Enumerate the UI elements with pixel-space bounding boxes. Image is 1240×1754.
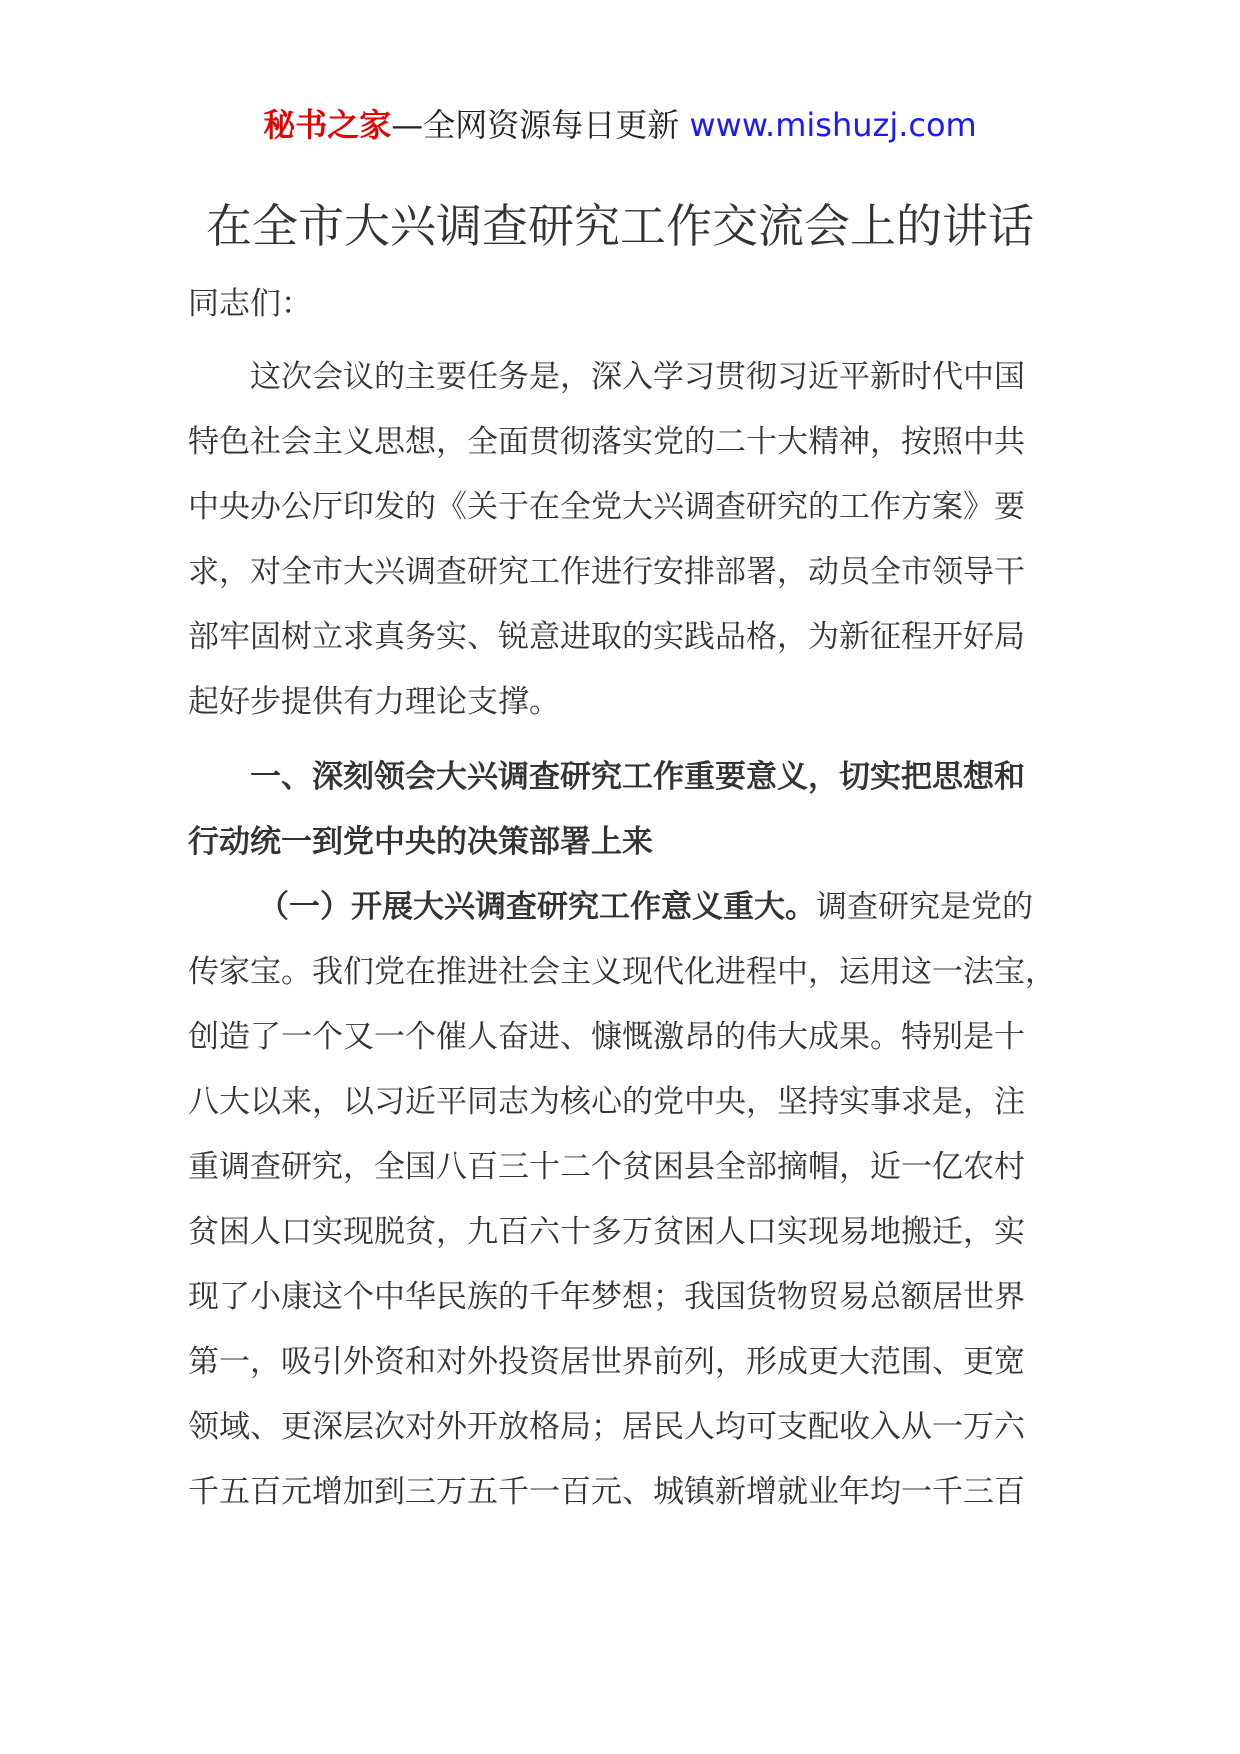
intro-paragraph — [188, 345, 1068, 735]
heading-line: 一、深刻领会大兴调查研究工作重要意义，切实把思想和 — [250, 759, 1025, 795]
site-header — [0, 103, 1240, 147]
document-title: 在全市大兴调查研究工作交流会上的讲话 — [206, 199, 1034, 253]
paragraph-line: 千五百元增加到三万五千一百元、城镇新增就业年均一千三百 — [188, 1474, 1025, 1510]
paragraph-line: 这次会议的主要任务是，深入学习贯彻习近平新时代中国 — [250, 359, 1025, 395]
paragraph-line: 特色社会主义思想，全面贯彻落实党的二十大精神，按照中共 — [188, 424, 1025, 460]
document-body — [188, 275, 1068, 1525]
paragraph-line: 部牢固树立求真务实、锐意进取的实践品格，为新征程开好局 — [188, 619, 1025, 655]
paragraph-line: 第一，吸引外资和对外投资居世界前列，形成更大范围、更宽 — [188, 1344, 1025, 1380]
paragraph-line: 中央办公厅印发的《关于在全党大兴调查研究的工作方案》要 — [188, 489, 1025, 525]
greeting: 同志们： — [188, 286, 312, 322]
section-heading-1 — [188, 745, 1068, 875]
paragraph-line: 贫困人口实现脱贫，九百六十多万贫困人口实现易地搬迁，实 — [188, 1214, 1025, 1250]
paragraph-line: 传家宝。我们党在推进社会主义现代化进程中，运用这一法宝， — [188, 954, 1056, 990]
paragraph-line: 起好步提供有力理论支撑。 — [188, 684, 560, 720]
subsection-paragraph-1 — [188, 875, 1068, 1525]
paragraph-line: 重调查研究，全国八百三十二个贫困县全部摘帽，近一亿农村 — [188, 1149, 1025, 1185]
paragraph-line: 求，对全市大兴调查研究工作进行安排部署，动员全市领导干 — [188, 554, 1025, 590]
site-url-link[interactable]: www.mishuzj.com — [689, 106, 977, 144]
paragraph-line: 创造了一个又一个催人奋进、慷慨激昂的伟大成果。特别是十 — [188, 1019, 1025, 1055]
subsection-heading: （一）开展大兴调查研究工作意义重大。 — [258, 889, 816, 925]
paragraph-line — [188, 875, 1068, 940]
paragraph-line: 八大以来，以习近平同志为核心的党中央，坚持实事求是，注 — [188, 1084, 1025, 1120]
paragraph-spacer — [188, 735, 1068, 745]
paragraph-text: 调查研究是党的 — [816, 889, 1033, 925]
heading-line: 行动统一到党中央的决策部署上来 — [188, 824, 653, 860]
paragraph-line: 领域、更深层次对外开放格局；居民人均可支配收入从一万六 — [188, 1409, 1025, 1445]
paragraph-line: 现了小康这个中华民族的千年梦想；我国货物贸易总额居世界 — [188, 1279, 1025, 1315]
brand-name: 秘书之家 — [263, 106, 392, 144]
header-slogan: —全网资源每日更新 — [391, 106, 680, 144]
